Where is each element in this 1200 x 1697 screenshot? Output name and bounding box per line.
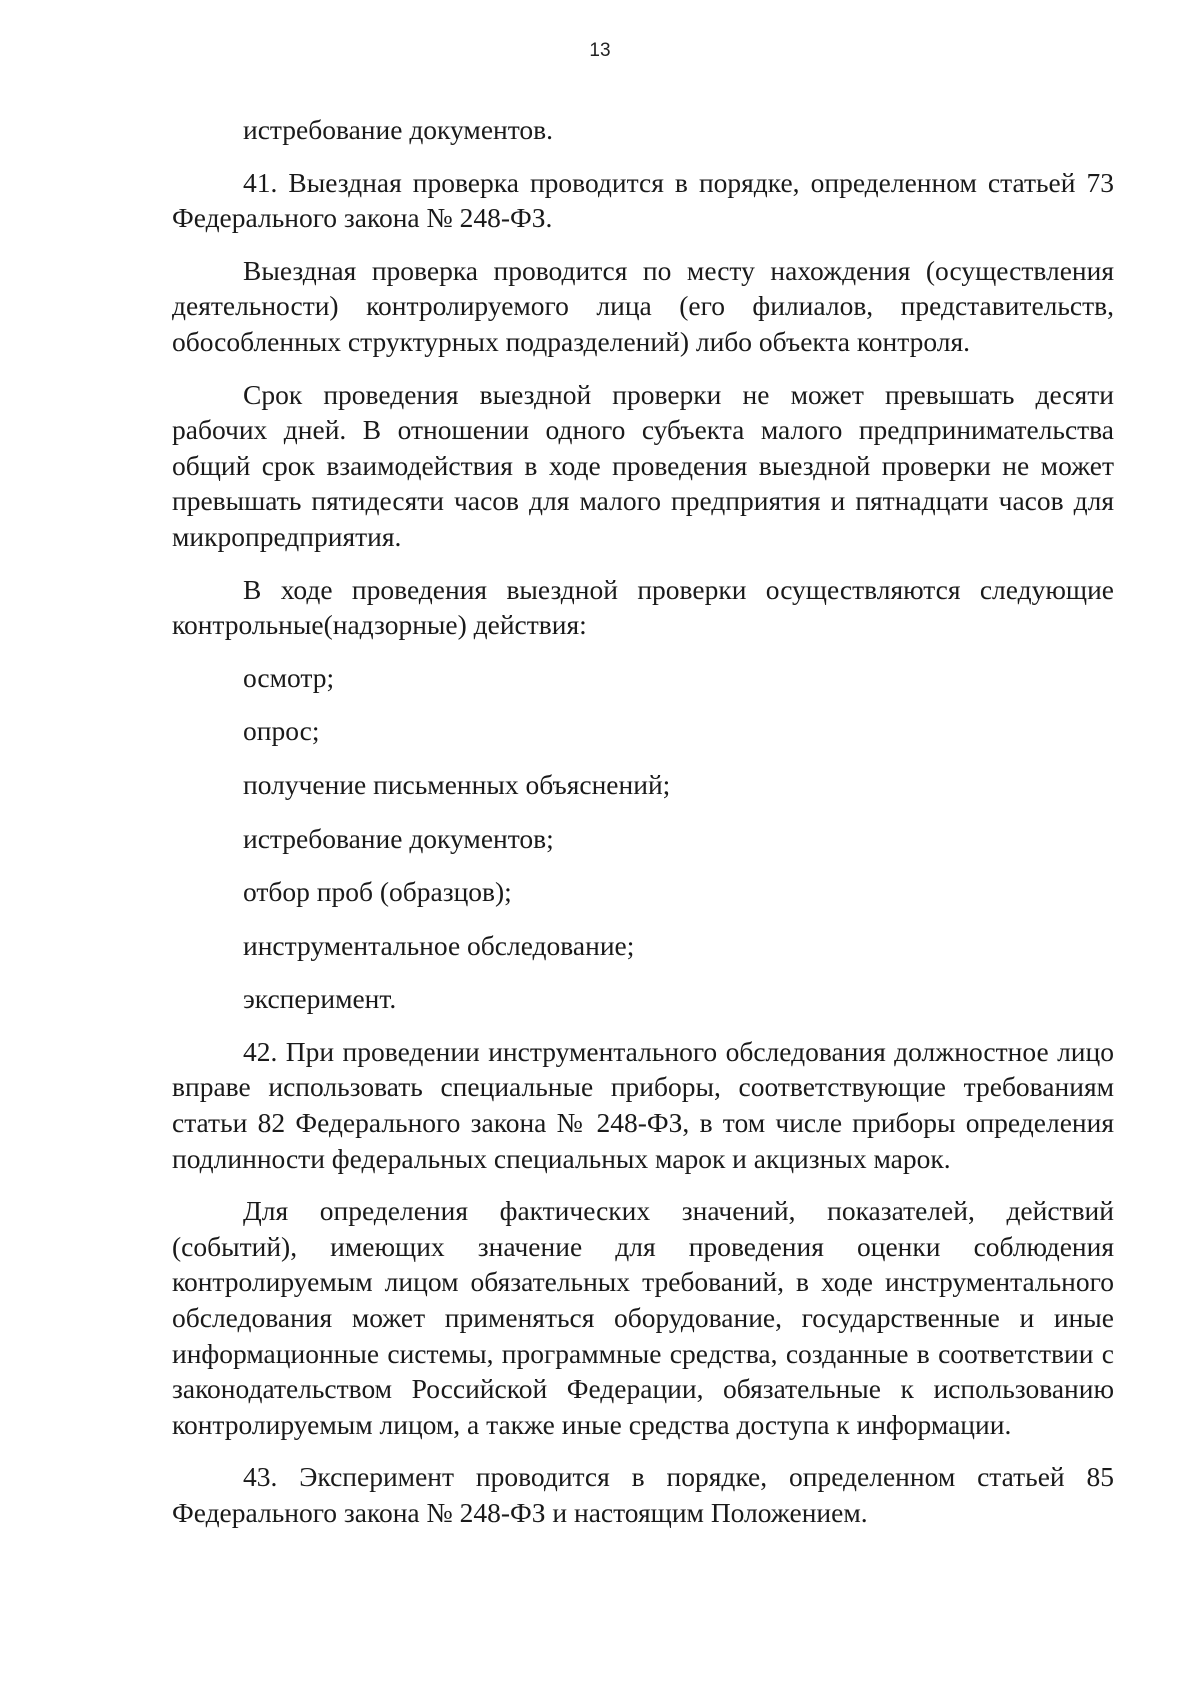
list-item-experiment: эксперимент.: [243, 983, 397, 1015]
list-item-inspection: осмотр;: [243, 661, 335, 693]
paragraph-actions-intro: В ходе проведения выездной проверки осуществляются следующие контрольные(надзорные) действия:: [172, 573, 1114, 641]
list-item-documents: истребование документов;: [243, 822, 554, 854]
paragraph-location: Выездная проверка проводится по месту нахождения (осуществления деятельности) контролируемого лица (его филиалов, представительств, обособленных структурных подразделений) либо объекта контроля.: [172, 254, 1114, 357]
document-body: [172, 112, 1114, 1531]
paragraph-item-42: 42. При проведении инструментального обследования должностное лицо вправе использовать специальные приборы, соответствующие требованиям статьи 82 Федерального закона № 248-ФЗ, в том числе приборы определения подлинности федеральных специальных марок и акцизных марок.: [172, 1035, 1114, 1174]
paragraph-item-43: 43. Эксперимент проводится в порядке, определенном статьей 85 Федерального закона № 248-ФЗ и настоящим Положением.: [172, 1461, 1114, 1528]
list-item-survey: опрос;: [243, 715, 320, 747]
page-number: 13: [589, 40, 611, 61]
paragraph-item-41: 41. Выездная проверка проводится в порядке, определенном статьей 73 Федерального закона № 248-ФЗ.: [172, 166, 1114, 234]
list-item-explanations: получение письменных объяснений;: [243, 768, 671, 800]
paragraph-duration: Срок проведения выездной проверки не может превышать десяти рабочих дней. В отношении одного субъекта малого предпринимательства общий срок взаимодействия в ходе проведения выездной проверки не может превышать пятидесяти часов для малого предприятия и пятнадцати часов для микропредприятия.: [172, 378, 1114, 552]
paragraph-instrumental-equipment: Для определения фактических значений, показателей, действий (событий), имеющих значение для проведения оценки соблюдения контролируемым лицом обязательных требований, в ходе инструментального обследования может применяться оборудование, государственные и иные информационные системы, программные средства, созданные в соответствии с законодательством Российской Федерации, обязательные к использованию контролируемым лицом, а также иные средства доступа к информации.: [172, 1195, 1114, 1440]
list-item-samples: отбор проб (образцов);: [243, 876, 512, 908]
list-item-instrumental: инструментальное обследование;: [243, 929, 635, 961]
paragraph-continuation: истребование документов.: [243, 114, 554, 145]
